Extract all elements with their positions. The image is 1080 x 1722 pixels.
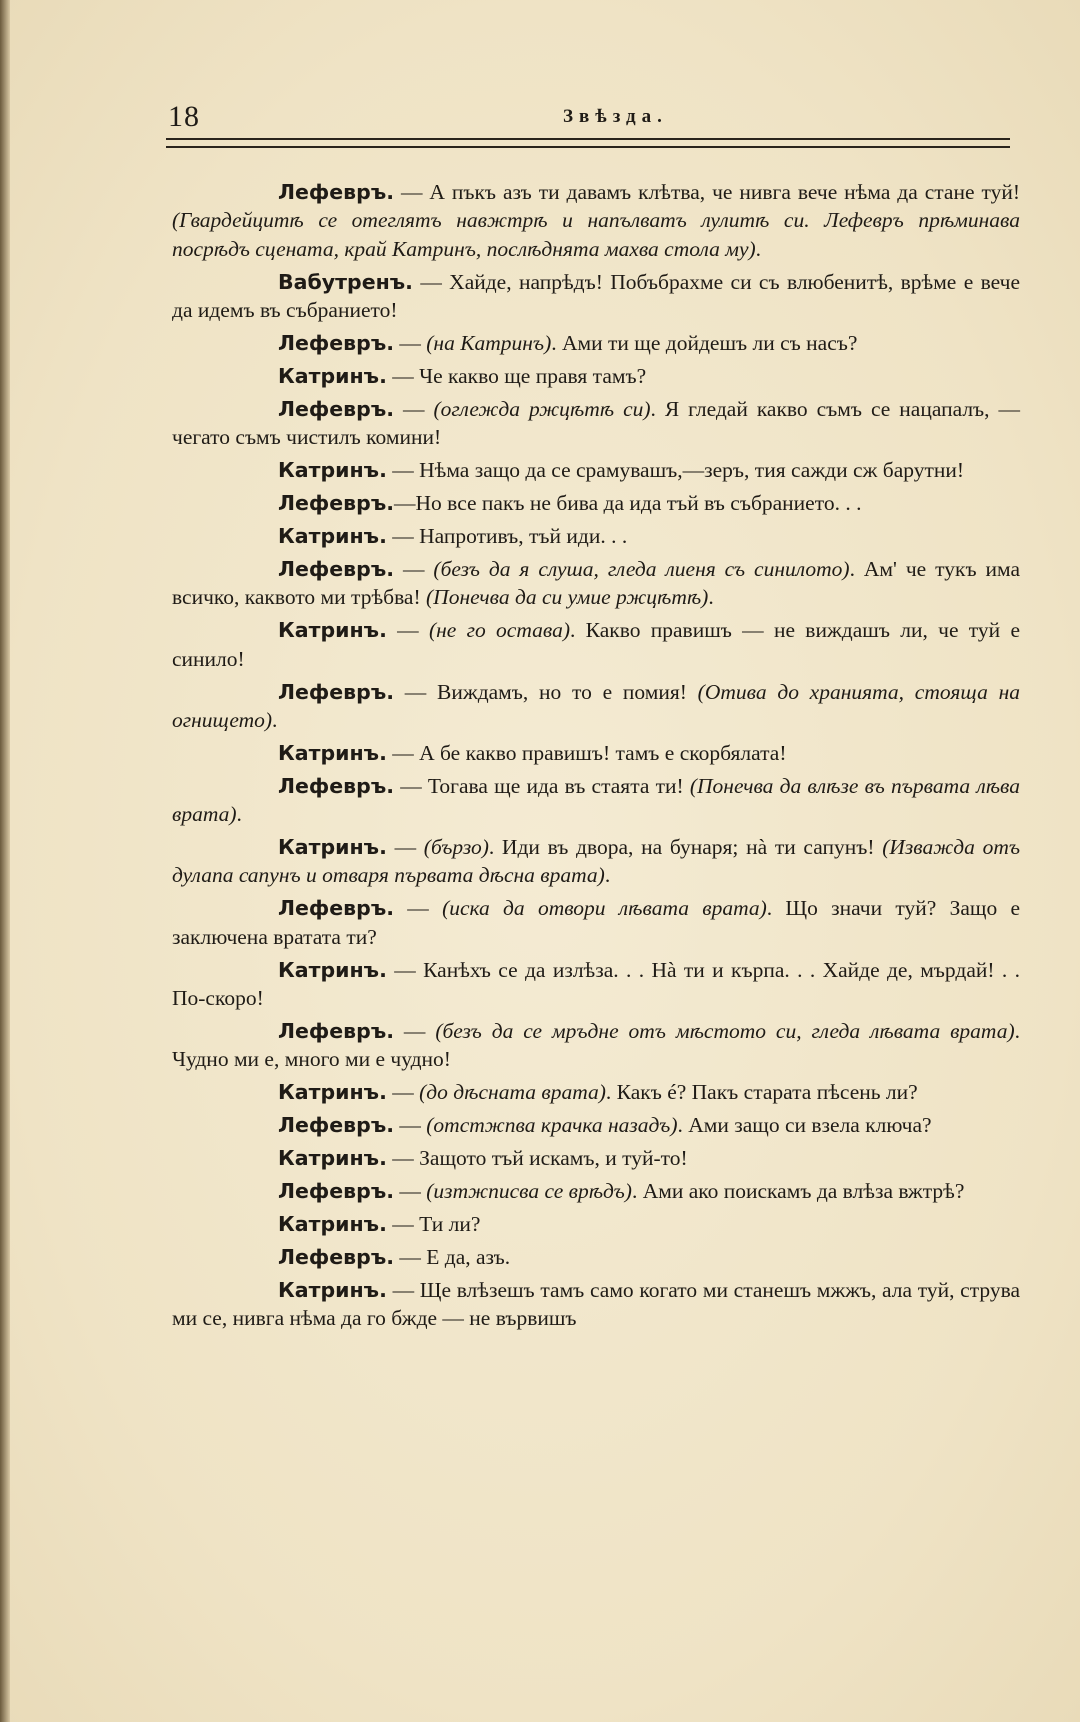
speaker-name: Лефевръ.	[278, 180, 395, 204]
dialogue-text: — Защото тъй искамъ, и туй-то!	[386, 1146, 688, 1171]
dialogue-text: .	[236, 802, 242, 827]
stage-direction: (не го остава)	[428, 618, 570, 643]
dialogue-paragraph	[172, 1210, 1020, 1238]
dialogue-text: — Ще влѣзешъ тамъ само когато ми станешъ мжжъ, ала туй, струва ми се, нивга нѣма да го бжде — не вървишъ	[172, 1277, 1020, 1331]
stage-direction: (Гвардейцитѣ се отеглятъ навжтрѣ и напълватъ лулитѣ си. Лефевръ прѣминава посрѣдъ сцената, край Катринъ, послѣднята махва стола му)	[172, 208, 1020, 261]
page-number: 18	[168, 100, 200, 133]
stage-direction: (Изважда отъ дулапа сапунъ и отваря първата дѣсна врата)	[172, 835, 1021, 888]
speaker-name: Катринъ.	[278, 618, 387, 643]
header-rule	[166, 138, 1010, 148]
stage-direction: (иска да отвори лѣвата врата)	[442, 896, 767, 921]
dialogue-text: —	[386, 835, 424, 860]
speaker-name: Вабутренъ.	[278, 269, 413, 294]
dialogue-text: — Хайде, напрѣдъ! Побъбрахме си съ влюбенитѣ, врѣме е вече да идемъ въ събранието!	[172, 269, 1020, 323]
dialogue-text: —	[394, 331, 427, 356]
page-binding-edge	[0, 0, 10, 1722]
speaker-name: Катринъ.	[278, 957, 387, 982]
dialogue-paragraph	[172, 1177, 1020, 1205]
speaker-name: Лефевръ.	[278, 1244, 395, 1269]
dialogue-paragraph	[172, 268, 1020, 325]
dialogue-paragraph	[172, 678, 1020, 735]
speaker-name: Катринъ.	[278, 458, 387, 483]
dialogue-paragraph	[172, 616, 1020, 673]
dialogue-paragraph	[172, 772, 1020, 829]
dialogue-text: . Я гледай какво съмъ се нацапалъ, — чегато съмъ чистилъ комини!	[172, 396, 1020, 450]
dialogue-text: — А бе какво правишъ! тамъ е скорбялата!	[386, 740, 787, 765]
dialogue-text: —Но все пакъ не бива да ида тъй въ събранието. . .	[394, 491, 862, 516]
dialogue-text: — Виждамъ, но то е помия!	[394, 679, 698, 704]
stage-direction: (изтжписва се врѣдъ)	[426, 1179, 632, 1203]
stage-direction: (безъ да се мръдне отъ мѣстото си, гледа лѣвата врата)	[435, 1018, 1015, 1043]
dialogue-paragraph	[172, 555, 1020, 612]
speaker-name: Лефевръ.	[278, 773, 395, 798]
dialogue-text: —	[394, 1018, 436, 1043]
stage-direction: (Понечва да влѣзе въ първата лѣва врата)	[172, 773, 1020, 827]
play-text	[172, 178, 1020, 1337]
dialogue-text: . Ам' че тукъ има всичко, каквото ми трѣбва!	[172, 556, 1021, 610]
dialogue-paragraph	[172, 1017, 1020, 1074]
dialogue-text: . Що значи туй? Защо е заключена вратата ти?	[172, 896, 1021, 949]
speaker-name: Катринъ.	[278, 1146, 387, 1171]
dialogue-text: —	[394, 1179, 427, 1203]
speaker-name: Катринъ.	[278, 1211, 387, 1236]
dialogue-text: .	[708, 585, 714, 610]
speaker-name: Лефевръ.	[278, 1018, 395, 1043]
stage-direction: (Отива до хранията, стояща на огнището)	[172, 679, 1020, 732]
speaker-name: Катринъ.	[278, 363, 387, 388]
dialogue-text: — Нѣма защо да се срамувашъ,—зеръ, тия сажди сж барутни!	[386, 458, 965, 483]
dialogue-paragraph	[172, 1078, 1020, 1106]
dialogue-text: — Е да, азъ.	[394, 1244, 511, 1269]
stage-direction: (до дѣсната врата)	[419, 1080, 606, 1105]
page-header	[168, 96, 1018, 140]
speaker-name: Катринъ.	[278, 1277, 387, 1302]
dialogue-paragraph	[172, 894, 1020, 951]
dialogue-paragraph	[172, 329, 1020, 357]
running-title: Звѣзда.	[563, 106, 668, 127]
dialogue-text: —	[386, 1080, 420, 1105]
dialogue-paragraph	[172, 1243, 1020, 1271]
dialogue-paragraph	[172, 739, 1020, 767]
speaker-name: Катринъ.	[278, 740, 387, 765]
speaker-name: Лефевръ.	[278, 679, 395, 704]
speaker-name: Лефевръ.	[278, 491, 395, 516]
dialogue-text: . Какво правишъ — не виждашъ ли, че туй е синило!	[172, 618, 1020, 671]
stage-direction: (бързо)	[423, 835, 489, 860]
dialogue-text: . Ами ако поискамъ да влѣза вжтрѣ?	[631, 1179, 965, 1203]
dialogue-text: — Ти ли?	[386, 1211, 481, 1236]
dialogue-text: —	[386, 618, 429, 643]
dialogue-paragraph	[172, 1276, 1020, 1333]
dialogue-text: .	[604, 863, 611, 888]
stage-direction: (Понечва да си умие ржцѣтѣ)	[426, 585, 709, 610]
dialogue-text: —	[394, 896, 443, 921]
dialogue-text: . Чудно ми е, много ми е чудно!	[172, 1018, 1020, 1072]
dialogue-paragraph	[172, 956, 1020, 1013]
speaker-name: Катринъ.	[278, 523, 387, 548]
stage-direction: (отстжпва крачка назадъ)	[426, 1113, 678, 1138]
speaker-name: Катринъ.	[278, 1080, 387, 1105]
dialogue-text: . Иди въ двора, на бунаря; нà ти сапунъ!	[488, 835, 883, 860]
dialogue-text: —	[394, 396, 434, 421]
speaker-name: Лефевръ.	[278, 896, 395, 921]
dialogue-text: —	[394, 556, 434, 581]
speaker-name: Лефевръ.	[278, 1179, 395, 1203]
dialogue-paragraph	[172, 1111, 1020, 1139]
dialogue-text: . Какъ é? Пакъ старата пѣсень ли?	[605, 1080, 918, 1105]
speaker-name: Лефевръ.	[278, 396, 395, 421]
speaker-name: Лефевръ.	[278, 556, 395, 581]
stage-direction: (оглежда ржцѣтѣ си)	[433, 396, 651, 421]
dialogue-text: — Че какво ще правя тамъ?	[386, 363, 647, 388]
dialogue-paragraph	[172, 522, 1020, 550]
speaker-name: Катринъ.	[278, 835, 387, 860]
dialogue-paragraph	[172, 178, 1020, 263]
dialogue-text: — Канѣхъ се да излѣза. . . Нà ти и кърпа. . . Хайде де, мърдай! . . По-скоро!	[172, 957, 1020, 1011]
dialogue-paragraph	[172, 489, 1020, 517]
dialogue-paragraph	[172, 395, 1020, 452]
dialogue-text: . Ами защо си взела ключа?	[677, 1113, 932, 1138]
speaker-name: Лефевръ.	[278, 331, 395, 356]
stage-direction: (на Катринъ)	[426, 331, 552, 356]
dialogue-paragraph	[172, 833, 1020, 890]
dialogue-paragraph	[172, 456, 1020, 484]
dialogue-text: .	[755, 236, 762, 261]
dialogue-text: — А пъкъ азъ ти давамъ клѣтва, че нивга вече нѣма да стане туй!	[394, 180, 1020, 204]
stage-direction: (безъ да я слуша, гледа лиеня съ синилото)	[433, 556, 850, 581]
dialogue-text: — Напротивъ, тъй иди. . .	[386, 523, 628, 548]
dialogue-text: — Тогава ще ида въ стаята ти!	[394, 773, 690, 798]
speaker-name: Лефевръ.	[278, 1113, 395, 1138]
dialogue-text: —	[394, 1113, 427, 1138]
dialogue-paragraph	[172, 1144, 1020, 1172]
dialogue-text: . Ами ти ще дойдешъ ли съ насъ?	[551, 331, 858, 356]
dialogue-paragraph	[172, 362, 1020, 390]
dialogue-text: .	[272, 707, 278, 732]
